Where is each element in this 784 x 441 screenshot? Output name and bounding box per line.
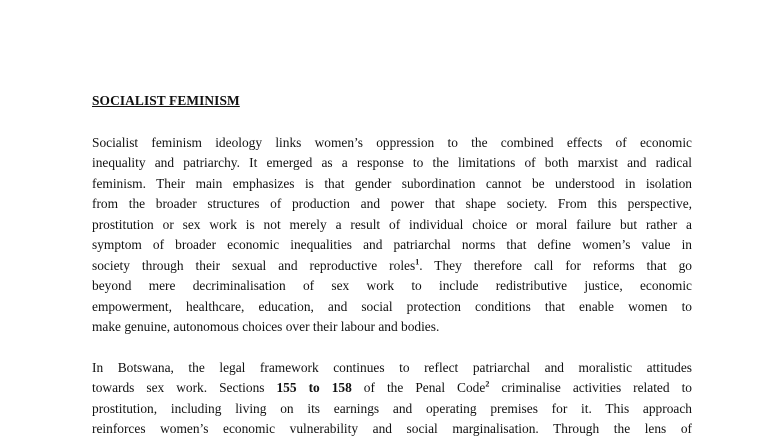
text-segment: society through their sexual and reproductive roles (92, 257, 416, 273)
paragraph-botswana (92, 358, 692, 440)
text-segment: criminalise activities related to (489, 380, 692, 395)
footnote-marker-1[interactable]: 1 (415, 257, 420, 267)
paragraph-socialist-feminism (92, 133, 692, 338)
text-line: prostitution or sex work is not merely a result of individual choice or moral failure but rather a (92, 216, 692, 232)
text-line: In Botswana, the legal framework continues to reflect patriarchal and moralistic attitudes (92, 359, 692, 375)
text-line-with-footnote (92, 378, 692, 399)
text-line: prostitution, including living on its earnings and operating premises for it. This approach (92, 400, 692, 416)
text-line: from the broader structures of production and power that shape society. From this perspective, (92, 196, 692, 211)
text-line: symptom of broader economic inequalities and patriarchal norms that define women’s value in (92, 237, 692, 252)
text-line: make genuine, autonomous choices over their labour and bodies. (92, 319, 440, 334)
text-line: empowerment, healthcare, education, and social protection conditions that enable women to (92, 298, 692, 314)
section-heading: SOCIALIST FEMINISM (92, 93, 240, 108)
text-line: inequality and patriarchy. It emerged as a response to the limitations of both marxist and radical (92, 155, 692, 170)
document-body (92, 91, 692, 440)
text-segment: . They therefore call for reforms that go (419, 257, 692, 273)
text-segment: towards sex work. Sections (92, 380, 277, 395)
bold-section-numbers: 155 to 158 (276, 380, 352, 395)
text-line-with-footnote (92, 256, 692, 277)
text-line: reinforces women’s economic vulnerability and social marginalisation. Through the lens of (92, 421, 692, 436)
text-line: beyond mere decriminalisation of sex work to include redistributive justice, economic (92, 278, 692, 293)
text-line: Socialist feminism ideology links women’s oppression to the combined effects of economic (92, 134, 692, 150)
text-line: feminism. Their main emphasizes is that gender subordination cannot be understood in isolation (92, 175, 692, 191)
footnote-marker-2[interactable]: 2 (485, 379, 490, 389)
text-segment: of the Penal Code (351, 380, 486, 395)
